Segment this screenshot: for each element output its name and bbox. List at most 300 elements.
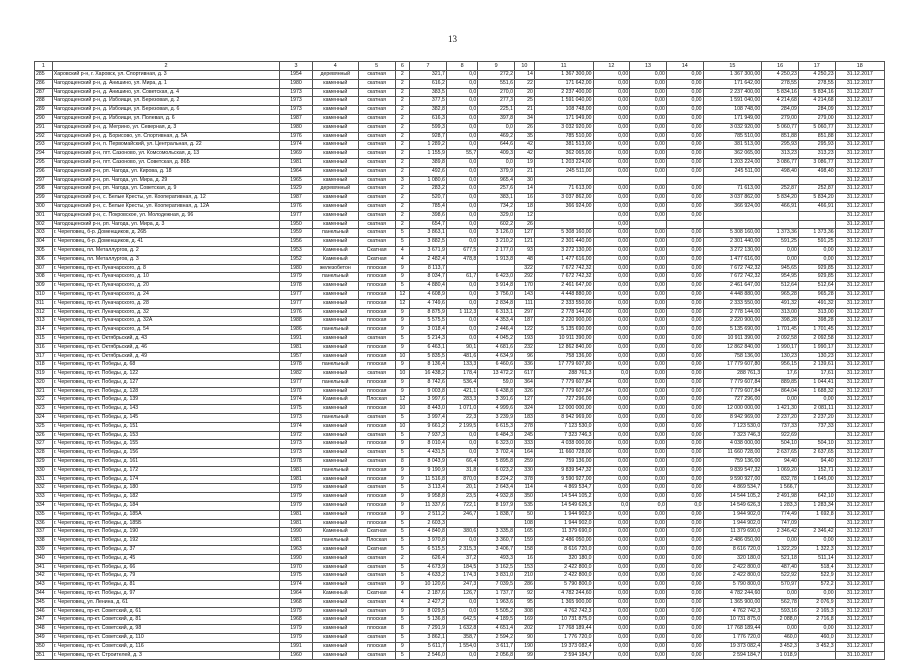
table-cell: Скатная — [358, 546, 395, 555]
table-cell: 0,00 — [666, 185, 703, 194]
table-cell: 31.10.2017 — [835, 651, 884, 660]
table-cell: 1 322,29 — [762, 546, 799, 555]
table-cell: 0,00 — [630, 598, 667, 607]
table-cell: 0,00 — [630, 625, 667, 634]
table-cell: 246,7 — [446, 510, 477, 519]
table-cell: 7 779 607,84 — [703, 387, 762, 396]
table-cell: 0,00 — [666, 273, 703, 282]
table-cell: Чагодощенский р-н, рп. Чагода, ул. Мира, д. 29 — [52, 176, 279, 185]
table-cell: 2 — [395, 88, 410, 97]
table-cell: 351 — [35, 651, 53, 660]
table-cell: 0,00 — [593, 290, 630, 299]
table-cell: 3 406,7 — [478, 546, 515, 555]
table-cell: 9 003,8 — [410, 387, 447, 396]
column-number-cell: 14 — [666, 62, 703, 71]
table-row — [35, 370, 885, 379]
table-cell: 294 — [35, 150, 53, 159]
table-cell: 0,00 — [630, 634, 667, 643]
table-cell: 1979 — [280, 607, 312, 616]
table-cell: 9 — [395, 581, 410, 590]
table-cell: 0,00 — [630, 273, 667, 282]
table-cell: 398,28 — [798, 317, 835, 326]
table-cell: 9 — [395, 308, 410, 317]
table-cell: 11 379 690,0 — [534, 528, 593, 537]
table-row — [35, 475, 885, 484]
table-cell: 7 779 607,84 — [534, 387, 593, 396]
table-cell: 0,00 — [593, 510, 630, 519]
table-cell: 320 — [35, 378, 53, 387]
table-cell: Плоская — [358, 396, 395, 405]
table-cell: 5 308 160,00 — [703, 229, 762, 238]
table-cell: 0,00 — [593, 431, 630, 440]
table-cell: скатная — [358, 106, 395, 115]
table-cell: 366 924,00 — [703, 202, 762, 211]
table-cell: 922,69 — [762, 431, 799, 440]
table-cell: 71 613,00 — [703, 185, 762, 194]
table-cell: 9 590 927,00 — [703, 475, 762, 484]
table-cell: 3 914,8 — [478, 282, 515, 291]
table-cell: 599,3 — [410, 123, 447, 132]
table-cell: 14 549 626,3 — [703, 502, 762, 511]
table-cell: 7 937,3 — [410, 431, 447, 440]
table-cell: 5 834,20 — [762, 194, 799, 203]
table-cell: 0,00 — [593, 414, 630, 423]
table-cell: 31.12.2017 — [835, 290, 884, 299]
table-cell: 6 323,0 — [478, 440, 515, 449]
table-cell: г. Череповец, пр-кт. Октябрьский, д. 43 — [52, 334, 279, 343]
table-cell: 327 — [35, 440, 53, 449]
table-cell: 174,3 — [446, 572, 477, 581]
table-cell: 2 237,20 — [762, 414, 799, 423]
table-cell: г. Череповец, пр-кт. Луначарского, д. 32 — [52, 308, 279, 317]
table-cell: 0,0 — [446, 194, 477, 203]
table-cell: 5 060,77 — [798, 123, 835, 132]
table-cell: 0,00 — [630, 651, 667, 660]
table-cell: 277,3 — [478, 97, 515, 106]
table-cell: 31.12.2017 — [835, 158, 884, 167]
table-cell: 478,8 — [446, 255, 477, 264]
table-cell: 0,00 — [593, 590, 630, 599]
table-cell: 1964 — [280, 590, 312, 599]
table-cell: 0,00 — [630, 123, 667, 132]
table-cell: скатная — [358, 581, 395, 590]
table-cell: Чагодощенский р-н, рп. Чагода, ул. Мира, д. 3 — [52, 220, 279, 229]
table-cell: 92 — [514, 590, 534, 599]
table-cell: 1990 — [280, 554, 312, 563]
table-cell — [534, 211, 593, 220]
table-cell: 759 136,00 — [534, 458, 593, 467]
table-cell: г. Череповец, пр-кт. Победы, д. 128 — [52, 387, 279, 396]
table-cell: 31.12.2017 — [835, 282, 884, 291]
table-cell: 5 — [395, 431, 410, 440]
table-body — [35, 62, 885, 660]
table-cell: 164 — [514, 449, 534, 458]
table-cell: 313 — [35, 317, 53, 326]
table-cell: 31.12.2017 — [835, 431, 884, 440]
table-cell: 31.12.2017 — [835, 607, 884, 616]
table-cell: Чагодощенский р-н, д. Анишино, ул. Мира, д. 1 — [52, 79, 279, 88]
table-cell: 0,00 — [666, 607, 703, 616]
table-cell: 0,00 — [593, 106, 630, 115]
table-cell: каменный — [312, 634, 358, 643]
table-cell: 2 346,42 — [762, 528, 799, 537]
table-cell: 0,00 — [666, 440, 703, 449]
table-cell: 2 834,8 — [478, 299, 515, 308]
table-cell: 1 688,32 — [798, 387, 835, 396]
table-cell: панельный — [312, 378, 358, 387]
table-cell: 12 — [395, 396, 410, 405]
table-cell: 0,0 — [446, 132, 477, 141]
table-cell: 171 949,00 — [534, 114, 593, 123]
table-cell: 1 591 040,00 — [534, 97, 593, 106]
table-cell: 278 — [514, 422, 534, 431]
table-cell: скатная — [358, 229, 395, 238]
table-cell: 313,00 — [798, 308, 835, 317]
table-cell: 0,00 — [666, 466, 703, 475]
table-cell: 1959 — [280, 229, 312, 238]
table-cell: 0,00 — [630, 493, 667, 502]
table-cell: 11 660 728,00 — [534, 449, 593, 458]
table-row — [35, 132, 885, 141]
table-cell: 747,09 — [762, 519, 799, 528]
table-cell: каменный — [312, 440, 358, 449]
table-cell: 31.12.2017 — [835, 246, 884, 255]
table-cell: 338 — [35, 537, 53, 546]
table-cell: каменный — [312, 572, 358, 581]
table-cell: 654,7 — [410, 220, 447, 229]
table-cell: 0,00 — [630, 150, 667, 159]
table-cell: 31.12.2017 — [835, 590, 884, 599]
table-cell: 3 702,4 — [478, 449, 515, 458]
table-cell: 1981 — [280, 510, 312, 519]
table-cell: 0,00 — [630, 449, 667, 458]
table-cell: 0,00 — [630, 185, 667, 194]
table-cell: 727 296,00 — [534, 396, 593, 405]
table-cell: 0,00 — [762, 590, 799, 599]
table-cell: 3 970,8 — [410, 537, 447, 546]
table-cell: 31.12.2017 — [835, 334, 884, 343]
table-cell: 5 — [395, 238, 410, 247]
table-cell: 305 — [35, 246, 53, 255]
table-cell: 0,00 — [798, 590, 835, 599]
table-cell: каменный — [312, 238, 358, 247]
table-cell: 0,0 — [446, 123, 477, 132]
table-cell: 330 — [514, 466, 534, 475]
table-cell: 8 616 720,0 — [703, 546, 762, 555]
table-cell: 2 637,65 — [762, 449, 799, 458]
table-cell: 0,00 — [593, 546, 630, 555]
table-cell: 133,3 — [446, 361, 477, 370]
table-cell: 4 214,68 — [762, 97, 799, 106]
table-cell: 323 — [35, 405, 53, 414]
table-cell: 1952 — [280, 255, 312, 264]
table-cell: 340 — [35, 554, 53, 563]
table-cell: г. Череповец, пр-кт. Победы, д. 182 — [52, 493, 279, 502]
table-cell: 0,00 — [593, 519, 630, 528]
table-cell: 1 421,30 — [762, 405, 799, 414]
table-cell: 8 136,4 — [410, 361, 447, 370]
table-cell: 1974 — [280, 422, 312, 431]
table-cell: Чагодощенский р-н, пгт. Сазоново, ул. Комсомольская, д. 13 — [52, 150, 279, 159]
table-cell: 31.12.2017 — [835, 229, 884, 238]
table-cell: 5 — [395, 546, 410, 555]
table-cell: 31.12.2017 — [835, 519, 884, 528]
column-number-cell: 9 — [478, 62, 515, 71]
table-cell: 2 — [395, 97, 410, 106]
table-cell: 2 511,2 — [410, 510, 447, 519]
table-cell: 288 — [35, 97, 53, 106]
table-cell: 1954 — [280, 71, 312, 80]
table-cell: плоская — [358, 502, 395, 511]
table-cell: 0,00 — [593, 396, 630, 405]
table-cell: 31.12.2017 — [835, 554, 884, 563]
table-cell: 602,2 — [478, 220, 515, 229]
table-cell: 1 944 902,0 — [534, 519, 593, 528]
table-cell: 26 — [514, 123, 534, 132]
table-cell: 245 — [514, 431, 534, 440]
table-cell: 0,00 — [593, 598, 630, 607]
table-cell: 4 045,2 — [478, 334, 515, 343]
table-cell: 0,0 — [446, 158, 477, 167]
table-cell: 37,2 — [446, 554, 477, 563]
table-cell: 130,23 — [798, 352, 835, 361]
table-cell: 2 — [395, 132, 410, 141]
table-cell — [703, 211, 762, 220]
table-cell: 0,00 — [666, 282, 703, 291]
table-cell: 0,00 — [666, 378, 703, 387]
table-cell: 0,00 — [630, 114, 667, 123]
table-cell: 0,00 — [666, 299, 703, 308]
table-cell: 16 — [514, 194, 534, 203]
table-cell: каменный — [312, 563, 358, 572]
table-cell: 1 365 900,00 — [703, 598, 762, 607]
table-cell: 0,00 — [666, 352, 703, 361]
table-cell: 1929 — [280, 185, 312, 194]
table-cell: 31.12.2017 — [835, 572, 884, 581]
table-cell: 1 838,7 — [478, 510, 515, 519]
table-cell: г. Череповец, пр-кт. Победы, д. 145 — [52, 414, 279, 423]
table-cell: г. Череповец, пр-кт. Луначарского, д. 24 — [52, 290, 279, 299]
table-cell: 0,0 — [446, 220, 477, 229]
table-cell: 9 958,8 — [410, 493, 447, 502]
table-cell: г. Череповец, пр-кт. Луначарского, д. 10 — [52, 273, 279, 282]
table-cell: 14 — [514, 185, 534, 194]
table-cell: 1973 — [280, 414, 312, 423]
table-cell: 2 603,3 — [410, 519, 447, 528]
table-cell: 11 337,6 — [410, 502, 447, 511]
table-row — [35, 246, 885, 255]
table-cell: 0,00 — [593, 387, 630, 396]
table-cell: 1 477 616,00 — [534, 255, 593, 264]
table-cell: 31,8 — [446, 466, 477, 475]
table-cell: 2 237 400,00 — [703, 88, 762, 97]
table-cell: 0,00 — [630, 361, 667, 370]
table-cell: 0,00 — [666, 581, 703, 590]
table-cell: 315 — [35, 334, 53, 343]
table-cell: 4 782 244,60 — [534, 590, 593, 599]
table-cell: 2 — [395, 141, 410, 150]
table-cell: 1 373,36 — [798, 229, 835, 238]
table-row — [35, 167, 885, 176]
table-cell: 0,00 — [630, 167, 667, 176]
table-cell: 31.12.2017 — [835, 343, 884, 352]
table-cell: 10 — [395, 422, 410, 431]
table-cell: 2 220 900,00 — [534, 317, 593, 326]
table-cell: 0,0 — [446, 282, 477, 291]
table-cell: 0,00 — [666, 422, 703, 431]
table-cell: 4 932,8 — [478, 493, 515, 502]
table-cell: 10 — [395, 405, 410, 414]
table-cell: каменный — [312, 141, 358, 150]
table-cell: 96 — [514, 352, 534, 361]
table-cell — [798, 211, 835, 220]
table-cell: 4 634,9 — [478, 352, 515, 361]
table-cell: 0,00 — [593, 572, 630, 581]
table-cell: 286 — [35, 79, 53, 88]
table-cell: плоская — [358, 440, 395, 449]
table-cell: 2 461 647,00 — [534, 282, 593, 291]
table-cell: 284,09 — [762, 106, 799, 115]
table-cell: Каменный — [312, 528, 358, 537]
table-cell: плоская — [358, 299, 395, 308]
table-cell — [798, 651, 835, 660]
table-row — [35, 326, 885, 335]
table-cell: 336 — [514, 361, 534, 370]
table-cell: 0,00 — [630, 326, 667, 335]
table-cell: 3 210,2 — [478, 238, 515, 247]
table-cell: 0,0 — [446, 202, 477, 211]
table-cell: 0,00 — [630, 202, 667, 211]
table-cell: плоская — [358, 264, 395, 273]
table-cell: 0,00 — [666, 642, 703, 651]
table-cell: г. Череповец, пр-кт. Победы, д. 81 — [52, 581, 279, 590]
table-cell: 4 250,23 — [798, 71, 835, 80]
table-cell: 3 126,0 — [478, 229, 515, 238]
table-cell: 0,00 — [593, 326, 630, 335]
table-cell: 1 944 902,0 — [703, 510, 762, 519]
table-cell: 7 672 742,32 — [534, 273, 593, 282]
table-cell: 3 239,9 — [478, 414, 515, 423]
table-cell: 12 — [395, 299, 410, 308]
table-cell: скатная — [358, 607, 395, 616]
table-cell — [478, 264, 515, 273]
table-cell: 551,6 — [478, 79, 515, 88]
table-cell: Каменный — [312, 396, 358, 405]
table-cell: скатная — [358, 554, 395, 563]
table-cell: 381 513,00 — [534, 141, 593, 150]
table-cell: 0,00 — [630, 563, 667, 572]
table-cell: каменный — [312, 370, 358, 379]
table-cell: каменный — [312, 651, 358, 660]
table-cell: 202 — [514, 625, 534, 634]
table-cell: г. Череповец, пр-кт. Советский, д. 61 — [52, 607, 279, 616]
table-cell: 0,00 — [630, 158, 667, 167]
table-cell: 4 431,5 — [410, 449, 447, 458]
table-cell — [762, 220, 799, 229]
table-cell: 171 642,00 — [703, 79, 762, 88]
table-cell: 0,00 — [593, 246, 630, 255]
table-cell: 11 516,8 — [410, 475, 447, 484]
table-cell: 108 748,00 — [703, 106, 762, 115]
table-cell: 5 — [395, 563, 410, 572]
table-cell: 0,00 — [630, 290, 667, 299]
table-cell: 347 — [35, 616, 53, 625]
table-cell: г. Череповец, б-р. Доменщиков, д. 41 — [52, 238, 279, 247]
table-cell: 0,00 — [666, 334, 703, 343]
table-cell: 1990 — [280, 528, 312, 537]
table-row — [35, 176, 885, 185]
table-cell: 0,00 — [593, 114, 630, 123]
table-cell: 0,00 — [593, 211, 630, 220]
table-cell: 929,85 — [798, 264, 835, 273]
table-cell: г. Череповец, пр-кт. Победы, д. 180 — [52, 484, 279, 493]
table-cell: 2 486 050,00 — [534, 537, 593, 546]
table-cell: 0,00 — [630, 642, 667, 651]
table-cell: 286 — [514, 581, 534, 590]
table-cell: Чагодощенский р-н, с. Белые Кресты, ул. Кооперативная, д. 12А — [52, 202, 279, 211]
table-cell: 0,00 — [762, 537, 799, 546]
table-cell: 171 949,00 — [703, 114, 762, 123]
table-cell: 1960 — [280, 651, 312, 660]
table-cell: 6 515,5 — [410, 546, 447, 555]
table-cell: 301 — [35, 211, 53, 220]
table-cell: 0,00 — [666, 396, 703, 405]
table-cell: 4 448 880,00 — [703, 290, 762, 299]
table-cell: г. Череповец, пр-кт. Луначарского, д. 8 — [52, 264, 279, 273]
table-cell: 0,00 — [593, 475, 630, 484]
table-cell: 31.12.2017 — [835, 88, 884, 97]
table-cell: 929,85 — [798, 273, 835, 282]
table-cell: 316 — [35, 343, 53, 352]
table-cell: 31.12.2017 — [835, 238, 884, 247]
table-cell: 31.12.2017 — [835, 396, 884, 405]
table-cell: 1991 — [280, 642, 312, 651]
table-cell: 2 — [395, 79, 410, 88]
table-cell: деревянный — [312, 185, 358, 194]
table-cell: 0,0 — [446, 299, 477, 308]
table-cell: 1953 — [280, 246, 312, 255]
table-cell: 2 — [395, 211, 410, 220]
table-cell: 1979 — [280, 625, 312, 634]
table-cell: 737,33 — [798, 422, 835, 431]
table-cell: скатная — [358, 123, 395, 132]
table-cell: 12 862 840,00 — [534, 343, 593, 352]
table-row — [35, 405, 885, 414]
table-cell: 8 034,7 — [410, 273, 447, 282]
table-cell: 1981 — [280, 475, 312, 484]
table-cell: 469,2 — [478, 132, 515, 141]
table-cell: 0,00 — [666, 158, 703, 167]
table-cell: 0,0 — [446, 97, 477, 106]
table-cell: 31.12.2017 — [835, 150, 884, 159]
table-cell: г. Череповец, пр-кт. Победы, д. 143 — [52, 405, 279, 414]
table-cell: 31.12.2017 — [835, 361, 884, 370]
table-cell: 0,00 — [593, 528, 630, 537]
table-cell: скатная — [358, 88, 395, 97]
table-cell: скатная — [358, 97, 395, 106]
table-cell: 90,1 — [446, 343, 477, 352]
table-cell: 0,00 — [666, 616, 703, 625]
table-cell: г. Череповец, пр-кт. Октябрьский, д. 49 — [52, 352, 279, 361]
table-cell: 5 834,16 — [762, 88, 799, 97]
table-cell: 8 742,6 — [410, 378, 447, 387]
table-cell: 252,87 — [762, 185, 799, 194]
table-cell: 313,00 — [762, 308, 799, 317]
table-cell: 0,0 — [446, 326, 477, 335]
table-cell: 0,0 — [446, 141, 477, 150]
table-cell: 7 123 530,0 — [534, 422, 593, 431]
table-cell: 127 — [514, 396, 534, 405]
